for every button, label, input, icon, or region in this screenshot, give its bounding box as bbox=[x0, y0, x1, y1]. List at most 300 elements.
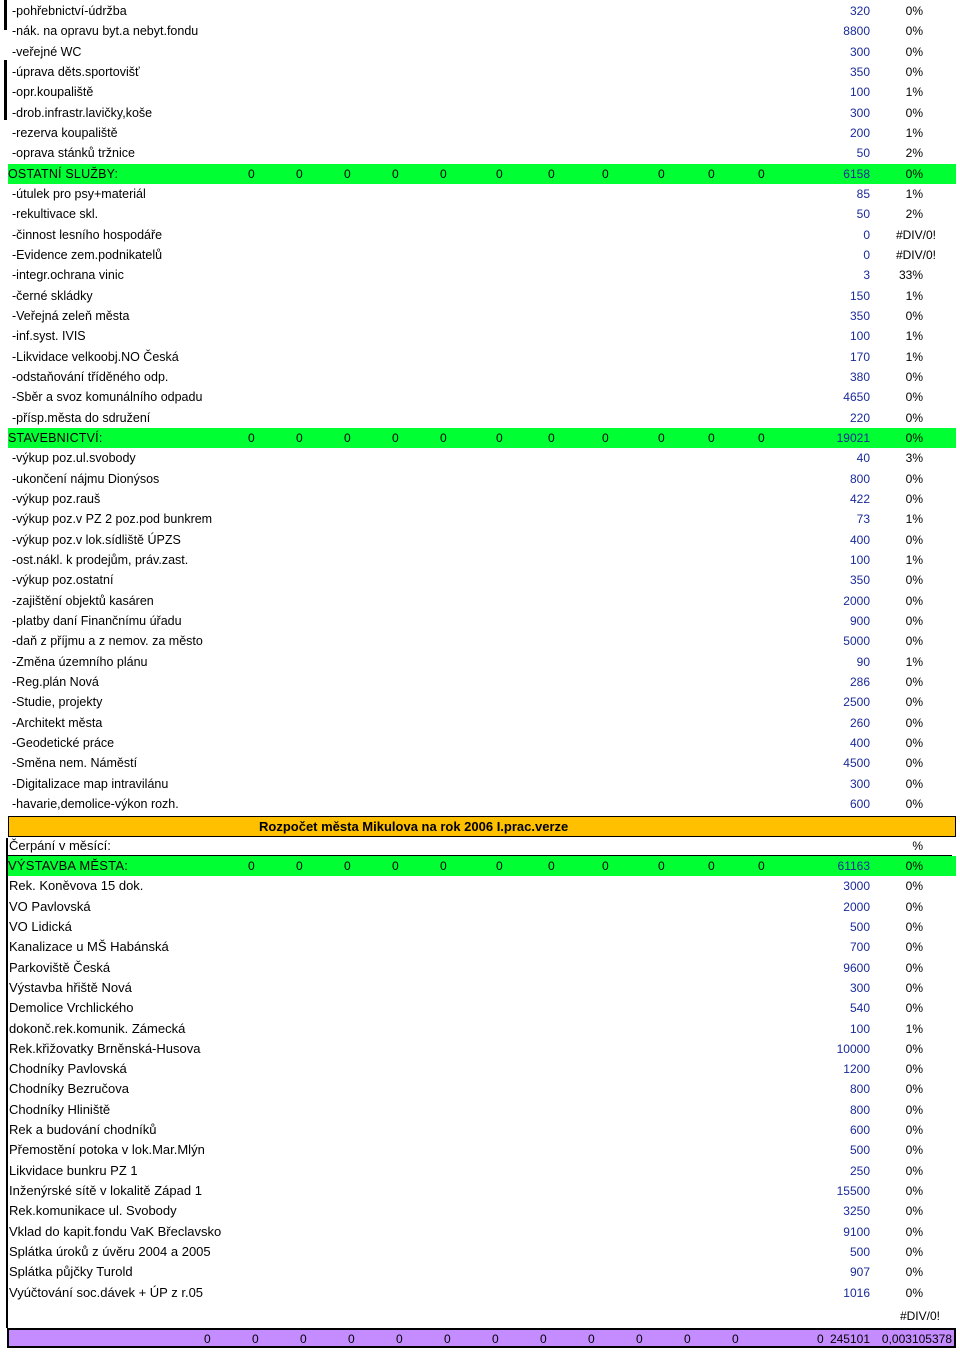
row-label: STAVEBNICTVÍ: bbox=[8, 430, 103, 445]
row-percent: 0% bbox=[905, 390, 923, 405]
section-row-stavebnictvi bbox=[8, 428, 956, 448]
row-value: 300 bbox=[849, 44, 870, 59]
row-label: dokonč.rek.komunik. Zámecká bbox=[9, 1020, 186, 1036]
total-zero-cell: 0 bbox=[444, 1332, 451, 1346]
row-percent: 0% bbox=[905, 308, 923, 323]
row-value: 1016 bbox=[843, 1285, 870, 1300]
zero-cell: 0 bbox=[440, 858, 447, 873]
row-value: 4500 bbox=[843, 756, 870, 771]
row-value: 0 bbox=[863, 247, 870, 262]
table-row bbox=[8, 1283, 956, 1303]
row-value: 500 bbox=[849, 1143, 870, 1158]
row-value: 2500 bbox=[843, 695, 870, 710]
row-percent: 3% bbox=[905, 451, 923, 466]
total-zero-cell: 0 bbox=[252, 1332, 259, 1346]
row-value: 800 bbox=[849, 1082, 870, 1097]
total-zero-cell: 0 bbox=[636, 1332, 643, 1346]
zero-cell: 0 bbox=[496, 858, 503, 873]
row-percent: #DIV/0! bbox=[895, 227, 936, 242]
row-label: -rekultivace skl. bbox=[12, 207, 99, 222]
row-percent: 0% bbox=[905, 1001, 923, 1016]
zero-cell: 0 bbox=[496, 430, 503, 445]
table-row bbox=[8, 672, 956, 692]
table-row bbox=[8, 1181, 956, 1201]
row-value: 800 bbox=[849, 471, 870, 486]
table-row bbox=[8, 733, 956, 753]
row-value: 85 bbox=[856, 186, 870, 201]
row-value: 500 bbox=[849, 1245, 870, 1260]
total-zero-cell: 0 bbox=[348, 1332, 355, 1346]
row-label: Chodníky Pavlovská bbox=[9, 1061, 127, 1077]
row-label: Likvidace bunkru PZ 1 bbox=[9, 1162, 138, 1178]
row-label: -ost.nákl. k prodejům, práv.zast. bbox=[12, 552, 189, 567]
row-value: 200 bbox=[849, 125, 870, 140]
row-value: 800 bbox=[849, 1102, 870, 1117]
table-row bbox=[8, 286, 956, 306]
table-row bbox=[8, 509, 956, 529]
table-row bbox=[8, 225, 956, 245]
row-value: 5000 bbox=[843, 634, 870, 649]
table-row bbox=[8, 143, 956, 163]
trailing-error: #DIV/0! bbox=[899, 1309, 940, 1323]
row-percent: 33% bbox=[898, 268, 923, 283]
row-percent: 0% bbox=[905, 1041, 923, 1056]
table-row bbox=[8, 1161, 956, 1181]
row-percent: 1% bbox=[905, 288, 923, 303]
row-value: 50 bbox=[856, 146, 870, 161]
row-percent: 0% bbox=[905, 24, 923, 39]
table-row bbox=[8, 1, 956, 21]
row-label: Přemostění potoka v lok.Mar.Mlýn bbox=[9, 1142, 205, 1158]
row-value: 220 bbox=[849, 410, 870, 425]
row-value: 600 bbox=[849, 1123, 870, 1138]
row-percent: 0% bbox=[905, 430, 923, 445]
table-row bbox=[8, 998, 956, 1018]
row-value: 3 bbox=[863, 268, 870, 283]
row-label: Rek a budování chodníků bbox=[9, 1122, 157, 1138]
table-row bbox=[8, 876, 956, 896]
zero-cell: 0 bbox=[758, 430, 765, 445]
table-row bbox=[8, 1100, 956, 1120]
section-row-vystavba bbox=[8, 856, 956, 876]
row-percent: #DIV/0! bbox=[895, 247, 936, 262]
row-label: -Architekt města bbox=[12, 715, 103, 730]
row-label: -úprava děts.sportovišť bbox=[12, 64, 140, 79]
row-value: 0 bbox=[863, 227, 870, 242]
table-row bbox=[8, 1242, 956, 1262]
row-percent: 0% bbox=[905, 369, 923, 384]
row-label: -Studie, projekty bbox=[12, 695, 103, 710]
total-zero-cell: 0 bbox=[684, 1332, 691, 1346]
row-value: 150 bbox=[849, 288, 870, 303]
row-percent: % bbox=[912, 838, 923, 853]
total-zero-cell: 0 bbox=[396, 1332, 403, 1346]
table-row bbox=[8, 306, 956, 326]
row-label: -Evidence zem.podnikatelů bbox=[12, 247, 163, 262]
table-row bbox=[8, 978, 956, 998]
row-label: Inženýrské sítě v lokalitě Západ 1 bbox=[9, 1183, 202, 1199]
table-row bbox=[8, 1059, 956, 1079]
row-percent: 0% bbox=[905, 980, 923, 995]
row-label: VO Lidická bbox=[9, 918, 72, 934]
row-percent: 0% bbox=[905, 44, 923, 59]
row-label: -ukončení nájmu Dionýsos bbox=[12, 471, 160, 486]
row-label: -činnost lesního hospodáře bbox=[12, 227, 163, 242]
row-label: Demolice Vrchlického bbox=[9, 1000, 134, 1016]
row-percent: 1% bbox=[905, 125, 923, 140]
row-percent: 0% bbox=[905, 1163, 923, 1178]
row-percent: 0% bbox=[905, 491, 923, 506]
row-percent: 0% bbox=[905, 940, 923, 955]
row-label: -rezerva koupaliště bbox=[12, 125, 118, 140]
row-label: Vklad do kapit.fondu VaK Břeclavsko bbox=[9, 1223, 222, 1239]
row-value: 100 bbox=[849, 552, 870, 567]
total-zero-cell: 0 bbox=[204, 1332, 211, 1346]
row-percent: 1% bbox=[905, 329, 923, 344]
table-row bbox=[8, 1201, 956, 1221]
row-value: 400 bbox=[849, 532, 870, 547]
row-label: -zajištění objektů kasáren bbox=[12, 593, 154, 608]
table-row bbox=[8, 1019, 956, 1039]
row-label: -Likvidace velkoobj.NO Česká bbox=[12, 349, 179, 364]
row-percent: 0% bbox=[905, 1245, 923, 1260]
row-label: Výstavba hřiště Nová bbox=[9, 979, 132, 995]
row-label: -Změna územního plánu bbox=[12, 654, 148, 669]
cerpani-row bbox=[8, 836, 956, 856]
row-value: 1200 bbox=[843, 1062, 870, 1077]
table-row bbox=[8, 448, 956, 468]
zero-cell: 0 bbox=[658, 858, 665, 873]
row-label: -Sběr a svoz komunálního odpadu bbox=[12, 390, 203, 405]
row-label: -pohřebnictví-údržba bbox=[12, 4, 127, 18]
table-row bbox=[8, 408, 956, 428]
row-percent: 0% bbox=[905, 410, 923, 425]
row-value: 500 bbox=[849, 919, 870, 934]
zero-cell: 0 bbox=[658, 166, 665, 181]
row-value: 100 bbox=[849, 85, 870, 100]
table-row bbox=[8, 530, 956, 550]
row-value: 380 bbox=[849, 369, 870, 384]
row-percent: 1% bbox=[905, 85, 923, 100]
row-percent: 2% bbox=[905, 146, 923, 161]
row-value: 2000 bbox=[843, 899, 870, 914]
zero-cell: 0 bbox=[658, 430, 665, 445]
row-label: Chodníky Bezručova bbox=[9, 1081, 129, 1097]
row-value: 350 bbox=[849, 308, 870, 323]
table-row bbox=[8, 753, 956, 773]
row-value: 10000 bbox=[836, 1041, 870, 1056]
table-row bbox=[8, 469, 956, 489]
row-label: -Reg.plán Nová bbox=[12, 674, 99, 689]
zero-cell: 0 bbox=[496, 166, 503, 181]
row-label: Kanalizace u MŠ Habánská bbox=[9, 939, 169, 955]
row-value: 900 bbox=[849, 613, 870, 628]
row-label: -daň z příjmu a z nemov. za město bbox=[12, 634, 203, 649]
zero-cell: 0 bbox=[602, 858, 609, 873]
row-value: 600 bbox=[849, 796, 870, 811]
zero-columns bbox=[248, 428, 778, 448]
row-percent: 0% bbox=[905, 532, 923, 547]
row-value: 4650 bbox=[843, 390, 870, 405]
zero-cell: 0 bbox=[440, 430, 447, 445]
table-row bbox=[8, 917, 956, 937]
row-label: -opr.koupaliště bbox=[12, 85, 94, 100]
table-row bbox=[8, 103, 956, 123]
zero-cell: 0 bbox=[548, 430, 555, 445]
zero-cell: 0 bbox=[296, 430, 303, 445]
row-label: OSTATNÍ SLUŽBY: bbox=[8, 166, 119, 181]
zero-cell: 0 bbox=[248, 858, 255, 873]
row-percent: 0% bbox=[905, 1285, 923, 1300]
row-percent: 1% bbox=[905, 186, 923, 201]
row-value: 286 bbox=[849, 674, 870, 689]
row-value: 400 bbox=[849, 735, 870, 750]
zero-cell: 0 bbox=[548, 166, 555, 181]
table-row bbox=[8, 1262, 956, 1282]
budget-title: Rozpočet města Mikulova na rok 2006 I.prac.verze bbox=[259, 819, 569, 835]
row-label: -výkup poz.v lok.sídliště ÚPZS bbox=[12, 532, 181, 547]
table-row bbox=[8, 794, 956, 814]
total-zero-cell: 0 bbox=[817, 1332, 824, 1346]
table-row bbox=[8, 958, 956, 978]
row-percent: 1% bbox=[905, 349, 923, 364]
zero-cell: 0 bbox=[440, 166, 447, 181]
zero-columns bbox=[248, 164, 778, 184]
row-label: -výkup poz.ul.svobody bbox=[12, 451, 136, 466]
row-label: -výkup poz.rauš bbox=[12, 491, 101, 506]
row-value: 3000 bbox=[843, 879, 870, 894]
row-percent: 0% bbox=[905, 796, 923, 811]
row-percent: 0% bbox=[905, 1204, 923, 1219]
row-percent: 0% bbox=[905, 573, 923, 588]
row-percent: 0% bbox=[905, 1082, 923, 1097]
zero-cell: 0 bbox=[708, 166, 715, 181]
row-percent: 0% bbox=[905, 166, 923, 181]
row-label: Parkoviště Česká bbox=[9, 959, 111, 975]
row-value: 9600 bbox=[843, 960, 870, 975]
table-row bbox=[8, 489, 956, 509]
row-percent: 0% bbox=[905, 919, 923, 934]
row-label: -inf.syst. IVIS bbox=[12, 329, 86, 344]
row-label: VO Pavlovská bbox=[9, 898, 91, 914]
table-row bbox=[8, 245, 956, 265]
row-value: 320 bbox=[849, 4, 870, 18]
table-row bbox=[8, 692, 956, 712]
row-label: -útulek pro psy+materiál bbox=[12, 186, 146, 201]
row-percent: 0% bbox=[905, 695, 923, 710]
row-percent: 0% bbox=[905, 613, 923, 628]
table-row bbox=[8, 367, 956, 387]
row-value: 50 bbox=[856, 207, 870, 222]
row-value: 300 bbox=[849, 105, 870, 120]
table-row bbox=[8, 62, 956, 82]
row-value: 100 bbox=[849, 1021, 870, 1036]
grand-total-row bbox=[7, 1328, 956, 1348]
row-percent: 0% bbox=[905, 960, 923, 975]
table-row bbox=[8, 265, 956, 285]
table-row bbox=[8, 652, 956, 672]
row-label: -veřejné WC bbox=[12, 44, 82, 59]
row-percent: 0% bbox=[905, 674, 923, 689]
table-row bbox=[8, 897, 956, 917]
table-row bbox=[8, 937, 956, 957]
zero-cell: 0 bbox=[248, 166, 255, 181]
table-row bbox=[8, 42, 956, 62]
zero-cell: 0 bbox=[296, 858, 303, 873]
row-percent: 1% bbox=[905, 1021, 923, 1036]
zero-cell: 0 bbox=[344, 430, 351, 445]
row-value: 350 bbox=[849, 64, 870, 79]
grand-total-ratio: 0,003105378 bbox=[881, 1332, 952, 1346]
total-zero-cell: 0 bbox=[492, 1332, 499, 1346]
row-label: -odstaňování tříděného odp. bbox=[12, 369, 169, 384]
row-label: VÝSTAVBA MĚSTA: bbox=[8, 857, 129, 873]
row-percent: 1% bbox=[905, 552, 923, 567]
table-row bbox=[8, 1120, 956, 1140]
row-percent: 0% bbox=[905, 756, 923, 771]
row-value: 700 bbox=[849, 940, 870, 955]
row-percent: 0% bbox=[905, 1224, 923, 1239]
table-row bbox=[8, 123, 956, 143]
row-value: 170 bbox=[849, 349, 870, 364]
zero-cell: 0 bbox=[392, 430, 399, 445]
total-zero-cell: 0 bbox=[588, 1332, 595, 1346]
row-label: -černé skládky bbox=[12, 288, 93, 303]
zero-cell: 0 bbox=[392, 858, 399, 873]
row-percent: 0% bbox=[905, 1102, 923, 1117]
row-label: Rek.křižovatky Brněnská-Husova bbox=[9, 1040, 201, 1056]
row-percent: 0% bbox=[905, 858, 923, 873]
row-label: -platby daní Finančnímu úřadu bbox=[12, 613, 182, 628]
row-percent: 0% bbox=[905, 879, 923, 894]
zero-cell: 0 bbox=[548, 858, 555, 873]
row-label: -oprava stánků tržnice bbox=[12, 146, 135, 161]
row-value: 100 bbox=[849, 329, 870, 344]
budget-title-bar bbox=[8, 816, 956, 837]
table-row bbox=[8, 550, 956, 570]
left-border bbox=[4, 0, 7, 30]
zero-cell: 0 bbox=[602, 430, 609, 445]
row-label: -Geodetické práce bbox=[12, 735, 115, 750]
zero-cell: 0 bbox=[708, 430, 715, 445]
section-row-ostatni bbox=[8, 164, 956, 184]
row-label: -integr.ochrana vinic bbox=[12, 268, 124, 283]
row-percent: 0% bbox=[905, 64, 923, 79]
row-percent: 1% bbox=[905, 654, 923, 669]
row-value: 8800 bbox=[843, 24, 870, 39]
row-label: Vyúčtování soc.dávek + ÚP z r.05 bbox=[9, 1284, 204, 1300]
row-value: 300 bbox=[849, 980, 870, 995]
row-label: -přísp.města do sdružení bbox=[12, 410, 151, 425]
row-label: -výkup poz.v PZ 2 poz.pod bunkrem bbox=[12, 512, 213, 527]
row-label: Splátka půjčky Turold bbox=[9, 1264, 133, 1280]
table-row bbox=[8, 82, 956, 102]
row-value: 15500 bbox=[836, 1184, 870, 1199]
row-label: Rek.komunikace ul. Svobody bbox=[9, 1203, 177, 1219]
zero-cell: 0 bbox=[296, 166, 303, 181]
zero-cell: 0 bbox=[758, 858, 765, 873]
row-value: 260 bbox=[849, 715, 870, 730]
row-percent: 0% bbox=[905, 899, 923, 914]
row-label: Splátka úroků z úvěru 2004 a 2005 bbox=[9, 1244, 211, 1260]
row-value: 61163 bbox=[837, 858, 870, 873]
zero-cell: 0 bbox=[392, 166, 399, 181]
row-value: 9100 bbox=[843, 1224, 870, 1239]
row-percent: 0% bbox=[905, 4, 923, 18]
row-value: 422 bbox=[849, 491, 870, 506]
row-label: -Veřejná zeleň města bbox=[12, 308, 130, 323]
row-percent: 0% bbox=[905, 105, 923, 120]
row-percent: 0% bbox=[905, 1123, 923, 1138]
left-border bbox=[4, 60, 7, 120]
table-row bbox=[8, 1079, 956, 1099]
total-zero-cell: 0 bbox=[540, 1332, 547, 1346]
row-value: 3250 bbox=[843, 1204, 870, 1219]
row-percent: 1% bbox=[905, 512, 923, 527]
row-value: 73 bbox=[856, 512, 870, 527]
row-value: 2000 bbox=[843, 593, 870, 608]
zero-cell: 0 bbox=[758, 166, 765, 181]
row-value: 250 bbox=[849, 1163, 870, 1178]
row-value: 540 bbox=[849, 1001, 870, 1016]
table-row bbox=[8, 326, 956, 346]
row-value: 6158 bbox=[843, 166, 870, 181]
row-label: -havarie,demolice-výkon rozh. bbox=[12, 796, 179, 811]
row-percent: 2% bbox=[905, 207, 923, 222]
table-row bbox=[8, 184, 956, 204]
table-row bbox=[8, 591, 956, 611]
row-value: 350 bbox=[849, 573, 870, 588]
row-value: 40 bbox=[856, 451, 870, 466]
row-label: Rek. Koněvova 15 dok. bbox=[9, 878, 144, 894]
row-label: Chodníky Hliniště bbox=[9, 1101, 111, 1117]
row-value: 19021 bbox=[836, 430, 870, 445]
row-percent: 0% bbox=[905, 1184, 923, 1199]
row-percent: 0% bbox=[905, 1143, 923, 1158]
row-value: 300 bbox=[849, 776, 870, 791]
zero-cell: 0 bbox=[602, 166, 609, 181]
table-row bbox=[8, 713, 956, 733]
row-percent: 0% bbox=[905, 735, 923, 750]
table-row bbox=[8, 631, 956, 651]
grand-total-sum: 245101 bbox=[829, 1332, 870, 1346]
row-percent: 0% bbox=[905, 1265, 923, 1280]
row-value: 907 bbox=[849, 1265, 870, 1280]
table-row bbox=[8, 387, 956, 407]
table-row bbox=[8, 204, 956, 224]
table-row bbox=[8, 570, 956, 590]
row-percent: 0% bbox=[905, 776, 923, 791]
row-percent: 0% bbox=[905, 1062, 923, 1077]
row-label: -Směna nem. Náměstí bbox=[12, 756, 138, 771]
row-percent: 0% bbox=[905, 471, 923, 486]
total-zero-cell: 0 bbox=[300, 1332, 307, 1346]
row-percent: 0% bbox=[905, 593, 923, 608]
row-percent: 0% bbox=[905, 715, 923, 730]
zero-cell: 0 bbox=[708, 858, 715, 873]
row-value: 90 bbox=[856, 654, 870, 669]
table-row bbox=[8, 1140, 956, 1160]
row-percent: 0% bbox=[905, 634, 923, 649]
table-row bbox=[8, 1222, 956, 1242]
row-label: Čerpání v měsící: bbox=[9, 837, 111, 853]
table-row bbox=[8, 1039, 956, 1059]
row-label: -nák. na opravu byt.a nebyt.fondu bbox=[12, 24, 199, 39]
table-row bbox=[8, 21, 956, 41]
total-zero-cell: 0 bbox=[732, 1332, 739, 1346]
table-row bbox=[8, 611, 956, 631]
zero-cell: 0 bbox=[344, 858, 351, 873]
